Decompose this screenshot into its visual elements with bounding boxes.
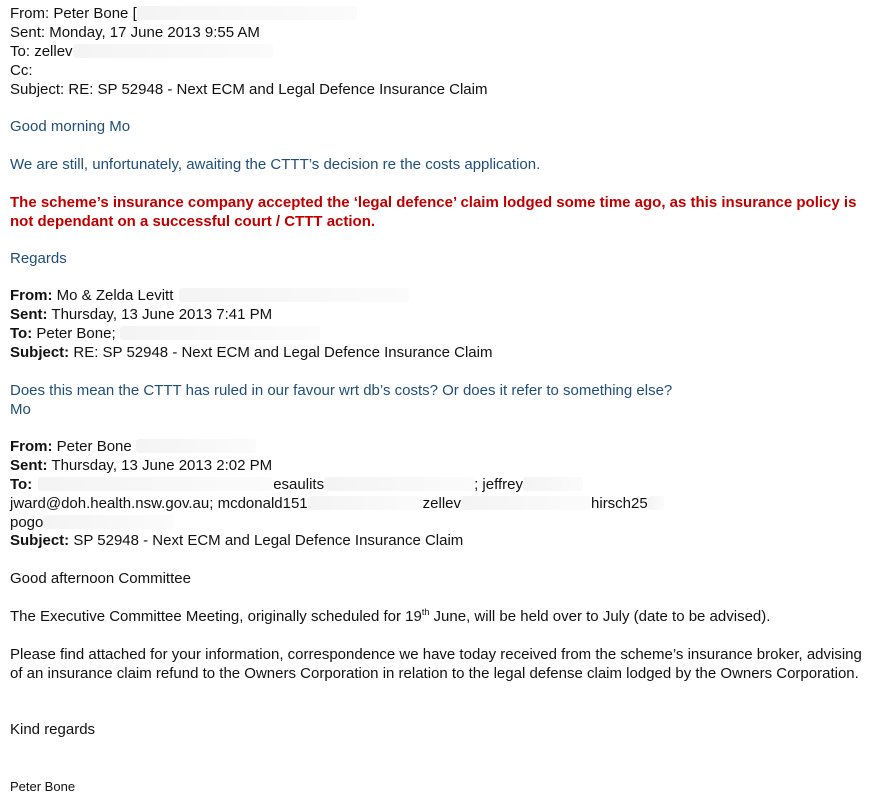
to-value: zellev <box>34 43 73 60</box>
to-label: To: <box>10 43 31 60</box>
email1-from <box>10 5 357 23</box>
email2-sign: Mo <box>10 401 31 418</box>
cc-label: Cc: <box>10 62 33 79</box>
subject-label: Subject: <box>10 344 70 361</box>
email1-sent <box>10 24 260 42</box>
email3-to <box>10 476 583 494</box>
subject-value: RE: SP 52948 - Next ECM and Legal Defence Insurance Claim <box>73 344 493 361</box>
meeting-text-a: The Executive Committee Meeting, originally scheduled for 19 <box>10 608 422 625</box>
subject-label: Subject: <box>10 532 70 549</box>
redaction <box>137 6 357 20</box>
to-line3: pogo <box>10 514 44 531</box>
sent-label: Sent: <box>10 457 48 474</box>
redaction <box>73 44 273 58</box>
email1-to <box>10 43 273 61</box>
email3-signoff: Kind regards <box>10 721 96 738</box>
email1-greeting: Good morning Mo <box>10 118 131 135</box>
to-line2-b: zellev <box>422 495 462 512</box>
email3-signature: Peter Bone <box>10 779 76 794</box>
email3-subject <box>10 532 463 550</box>
email3-attached: Please find attached for your information, correspondence we have today received from the scheme’s insurance broker, advising of an insurance claim refund to the Owners Corporation in relation to the legal defense claim lodged by the Owners Corporation. <box>10 646 862 682</box>
to-line2-c: hirsch25 <box>591 495 648 512</box>
from-value: Peter Bone <box>56 438 132 455</box>
redaction <box>461 496 591 510</box>
email1-signoff: Regards <box>10 250 67 267</box>
email2-from <box>10 287 409 305</box>
to-part1: esaulits <box>273 476 325 493</box>
email3-sent <box>10 457 272 475</box>
to-value: Peter Bone; <box>36 325 116 342</box>
redaction <box>120 326 320 340</box>
meeting-sup: th <box>421 607 430 617</box>
email1-body: We are still, unfortunately, awaiting the CTTT’s decision re the costs application. <box>10 156 541 173</box>
email1-cc <box>10 62 33 80</box>
from-value: Peter Bone [ <box>53 5 137 22</box>
email2-to <box>10 325 320 343</box>
redaction <box>308 496 423 510</box>
sent-value: Monday, 17 June 2013 9:55 AM <box>49 24 260 41</box>
meeting-text-b: June, will be held over to July (date to be advised). <box>429 608 771 625</box>
email3-greeting: Good afternoon Committee <box>10 570 191 587</box>
redaction <box>324 477 474 491</box>
email3-to-line2 <box>10 495 664 513</box>
email3-meeting <box>10 608 770 626</box>
email1-highlight: The scheme’s insurance company accepted the ‘legal defence’ claim lodged some time ago, as this insurance policy is not dependant on a successful court / CTTT action. <box>10 194 857 230</box>
email1-subject <box>10 81 487 99</box>
email2-body: Does this mean the CTTT has ruled in our favour wrt db’s costs? Or does it refer to something else? <box>10 382 673 399</box>
email3-to-line3 <box>10 514 173 532</box>
redaction <box>523 477 583 491</box>
redaction <box>136 439 256 453</box>
email2-subject <box>10 344 492 362</box>
from-label: From: <box>10 287 53 304</box>
sent-value: Thursday, 13 June 2013 7:41 PM <box>51 306 273 323</box>
redaction <box>38 477 273 491</box>
to-line2-a: jward@doh.health.nsw.gov.au; mcdonald151 <box>10 495 308 512</box>
from-label: From: <box>10 438 53 455</box>
subject-label: Subject: <box>10 81 65 98</box>
from-label: From: <box>10 5 50 22</box>
redaction <box>43 515 173 529</box>
to-label: To: <box>10 325 33 342</box>
from-value: Mo & Zelda Levitt <box>56 287 174 304</box>
email3-from <box>10 438 256 456</box>
email2-sent <box>10 306 272 324</box>
to-part2: ; jeffrey <box>474 476 523 493</box>
subject-value: SP 52948 - Next ECM and Legal Defence Insurance Claim <box>73 532 464 549</box>
redaction <box>648 496 664 510</box>
sent-label: Sent: <box>10 306 48 323</box>
sent-label: Sent: <box>10 24 46 41</box>
redaction <box>179 288 409 302</box>
subject-value: RE: SP 52948 - Next ECM and Legal Defence Insurance Claim <box>68 81 488 98</box>
to-label: To: <box>10 476 33 493</box>
sent-value: Thursday, 13 June 2013 2:02 PM <box>51 457 273 474</box>
